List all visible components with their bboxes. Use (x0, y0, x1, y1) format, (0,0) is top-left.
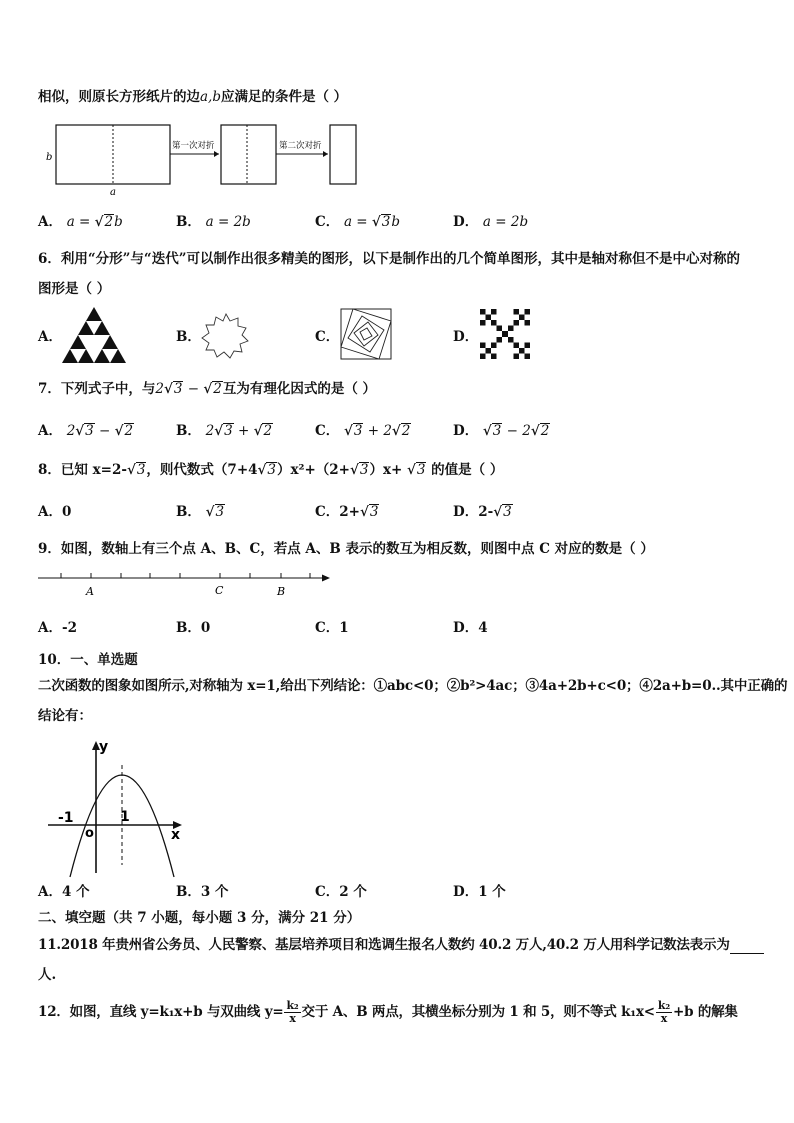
q10-c-val: 2 个 (339, 884, 367, 900)
q5-c-post: b (391, 214, 401, 230)
q6-figure-a-sierpinski (62, 307, 126, 363)
q8-r1: 3 (136, 462, 146, 478)
q8-a-val: 0 (61, 504, 72, 520)
q7-option-c[interactable]: C． √3 + 2√2 (315, 423, 411, 439)
q7-option-b[interactable]: B． 2√3 + √2 (176, 423, 273, 439)
q7-b-c1: 2 (205, 423, 215, 439)
q5-stem-vars: a,b (200, 89, 221, 105)
q8-d-pre: 2- (478, 504, 494, 520)
q6-figure-b-koch (200, 312, 252, 360)
q12-p3: +b 的解集 (672, 1004, 738, 1020)
q9-option-a[interactable] (38, 619, 77, 637)
q7-a-r1: 3 (85, 423, 94, 439)
section-fill-in-heading: 二、填空题（共 7 小题，每小题 3 分，满分 21 分） (38, 910, 361, 926)
q9-label-c: C (215, 584, 224, 597)
q8-p5: 的值是（ ） (426, 462, 504, 478)
q8-p1: 8．已知 x=2- (38, 462, 127, 478)
q7-stem-minus: − (183, 381, 204, 397)
q9-c-letter: C． (315, 620, 340, 636)
q10-option-a[interactable] (38, 883, 90, 901)
q7-stem-radical1: √3 (164, 381, 183, 397)
q12-p1: 12．如图，直线 y=k₁x+b 与双曲线 y= (38, 1004, 284, 1020)
q8-c-rad: 3 (369, 504, 379, 520)
q5-option-b[interactable] (176, 213, 251, 231)
q8-stem: 8．已知 x=2-√3，则代数式（7+4√3）x²+（2+√3）x+ √3 的值是（ ） (38, 462, 504, 478)
q8-b-rad: 3 (215, 504, 225, 520)
q7-option-a[interactable]: A． 2√3 − √2 (38, 423, 134, 439)
q5-d-math: a = 2b (482, 214, 529, 230)
q7-c-r2: 2 (401, 423, 411, 439)
q7-stem-rad2: 2 (213, 381, 222, 397)
q7-d-r1: 3 (492, 423, 502, 439)
q5-c-radical: √3 (371, 214, 391, 230)
q12-f2-num: k₂ (657, 999, 670, 1012)
q8-p4: ）x+ (369, 462, 408, 478)
q6-option-c[interactable]: C． (315, 329, 340, 345)
q9-b-val: 0 (200, 620, 211, 636)
q10-heading: 10．一、单选题 (38, 652, 138, 668)
q10-graph-neg1: -1 (58, 810, 74, 826)
q10-a-letter: A． (38, 884, 62, 900)
q6-option-a[interactable]: A． (38, 329, 62, 345)
q8-c-letter: C． (315, 504, 340, 520)
q12-f1-num: k₂ (286, 999, 299, 1012)
q6-figure-d-vicsek (480, 309, 530, 359)
q12-fraction-2 (656, 1000, 672, 1025)
q11-line1-text: 11.2018 年贵州省公务员、人民警察、基层培养项目和选调生报名人数约 40.2 万人,40.2 万人用科学记数法表示为 (38, 937, 730, 953)
q9-b-letter: B． (176, 620, 201, 636)
q8-option-b[interactable]: B． √3 (176, 504, 225, 520)
q8-a-letter: A． (38, 504, 62, 520)
q7-stem-pre: 7．下列式子中，与 (38, 381, 156, 397)
q6-stem-line2: 图形是（ ） (38, 281, 111, 297)
q10-a-val: 4 个 (61, 884, 90, 900)
q7-stem-radical2: √2 (203, 381, 222, 397)
q5-c-pre: a = (343, 214, 372, 230)
q5-option-b-letter: B． (176, 214, 201, 230)
q9-stem: 9．如图，数轴上有三个点 A、B、C，若点 A、B 表示的数互为相反数，则图中点 C 对应的数是（ ） (38, 541, 654, 557)
q10-graph-one: 1 (120, 809, 130, 825)
q7-b-letter: B． (176, 423, 201, 439)
q9-number-line (36, 568, 336, 602)
q10-option-d[interactable] (453, 883, 506, 901)
q5-fig-arrow1: 第一次对折 (172, 141, 215, 151)
q12-f2-den: x (660, 1012, 668, 1025)
q6-figure-c-spiral-squares (340, 308, 392, 360)
q8-p3: ）x²+（2+ (277, 462, 350, 478)
q11-stem-line2: 人. (38, 967, 57, 983)
q5-a-radical: √2 (94, 214, 114, 230)
q5-option-c-letter: C． (315, 214, 340, 230)
q10-parabola-graph (40, 735, 190, 880)
q9-option-d[interactable] (453, 619, 488, 637)
q7-b-op: + (233, 423, 254, 439)
q7-a-op: − (94, 423, 115, 439)
q8-r4: 3 (416, 462, 426, 478)
q10-graph-origin: o (85, 826, 94, 841)
q5-a-pre: a = (66, 214, 95, 230)
q12-stem (38, 1000, 738, 1025)
q11-stem-line1 (38, 936, 764, 954)
q12-fraction-1 (284, 1000, 300, 1025)
q5-fig-arrow2: 第二次对折 (279, 141, 322, 151)
q7-stem (38, 380, 376, 398)
q7-stem-post: 互为有理化因式的是（ ） (222, 381, 377, 397)
q10-stem-line2: 结论有： (38, 708, 92, 724)
q8-r3: 3 (359, 462, 369, 478)
q5-option-a[interactable] (38, 213, 123, 231)
q6-option-d[interactable]: D． (453, 329, 479, 345)
q8-option-c[interactable]: C．2+√3 (315, 504, 379, 520)
q7-a-letter: A． (38, 423, 62, 439)
q10-d-val: 1 个 (478, 884, 506, 900)
q10-graph-x: x (171, 827, 181, 843)
q5-option-a-letter: A． (38, 214, 62, 230)
q8-d-rad: 3 (503, 504, 512, 520)
q8-d-letter: D． (453, 504, 479, 520)
q6-stem-line1: 6．利用“分形”与“迭代”可以制作出很多精美的图形，以下是制作出的几个简单图形，其中是轴对称但不是中心对称的 (38, 251, 740, 267)
q9-option-b[interactable] (176, 619, 210, 637)
q7-d-op: − 2 (502, 423, 531, 439)
q7-stem-rad1: 3 (173, 381, 183, 397)
q10-option-c[interactable] (315, 883, 367, 901)
q8-c-pre: 2+ (339, 504, 360, 520)
q6-option-b[interactable]: B． (176, 329, 201, 345)
q7-a-c1: 2 (66, 423, 76, 439)
q7-stem-coef: 2 (155, 381, 164, 397)
q9-c-val: 1 (339, 620, 349, 636)
q7-d-letter: D． (453, 423, 479, 439)
q10-b-letter: B． (176, 884, 201, 900)
q9-label-a: A (86, 585, 94, 598)
q5-c-rad: 3 (381, 214, 391, 230)
q5-fig-label-b: b (46, 152, 53, 163)
q8-b-letter: B． (176, 504, 201, 520)
q9-a-letter: A． (38, 620, 62, 636)
q10-d-letter: D． (453, 884, 479, 900)
q8-p2: ，则代数式（7+4 (146, 462, 258, 478)
q5-option-d[interactable] (453, 213, 528, 231)
q5-stem-text1: 相似，则原长方形纸片的边 (38, 89, 200, 105)
q5-a-rad: 2 (104, 214, 114, 230)
q7-option-d[interactable]: D． √3 − 2√2 (453, 423, 550, 439)
q7-b-r1: 3 (224, 423, 233, 439)
q11-answer-blank[interactable] (730, 939, 764, 954)
q8-option-d[interactable]: D．2-√3 (453, 504, 512, 520)
q5-option-c[interactable] (315, 213, 400, 231)
q9-d-val: 4 (478, 620, 488, 636)
q5-stem-text2: 应满足的条件是（ ） (220, 89, 348, 105)
q5-a-post: b (114, 214, 123, 230)
q7-d-r2: 2 (540, 423, 550, 439)
q8-option-a[interactable] (38, 503, 71, 521)
q8-r2: 3 (267, 462, 276, 478)
q10-c-letter: C． (315, 884, 340, 900)
q5-option-d-letter: D． (453, 214, 479, 230)
q7-c-letter: C． (315, 423, 340, 439)
q5-b-math: a = 2b (205, 214, 251, 230)
q5-fig-label-a: a (110, 187, 116, 198)
q9-option-c[interactable] (315, 619, 349, 637)
q7-a-r2: 2 (124, 423, 134, 439)
q10-stem-line1: 二次函数的图象如图所示,对称轴为 x=1,给出下列结论：①abc<0；②b²>4ac；③4a+2b+c<0；④2a+b=0..其中正确的 (38, 678, 788, 694)
q9-a-val: -2 (61, 620, 77, 636)
q10-option-b[interactable] (176, 883, 229, 901)
q7-b-r2: 2 (263, 423, 273, 439)
q10-b-val: 3 个 (200, 884, 229, 900)
q9-label-b: B (277, 585, 286, 598)
q7-c-op: + 2 (363, 423, 392, 439)
q12-f1-den: x (289, 1012, 296, 1025)
q10-graph-y: y (99, 739, 109, 755)
q7-c-r1: 3 (353, 423, 363, 439)
q12-p2: 交于 A、B 两点，其横坐标分别为 1 和 5，则不等式 k₁x< (301, 1004, 655, 1020)
q9-d-letter: D． (453, 620, 479, 636)
